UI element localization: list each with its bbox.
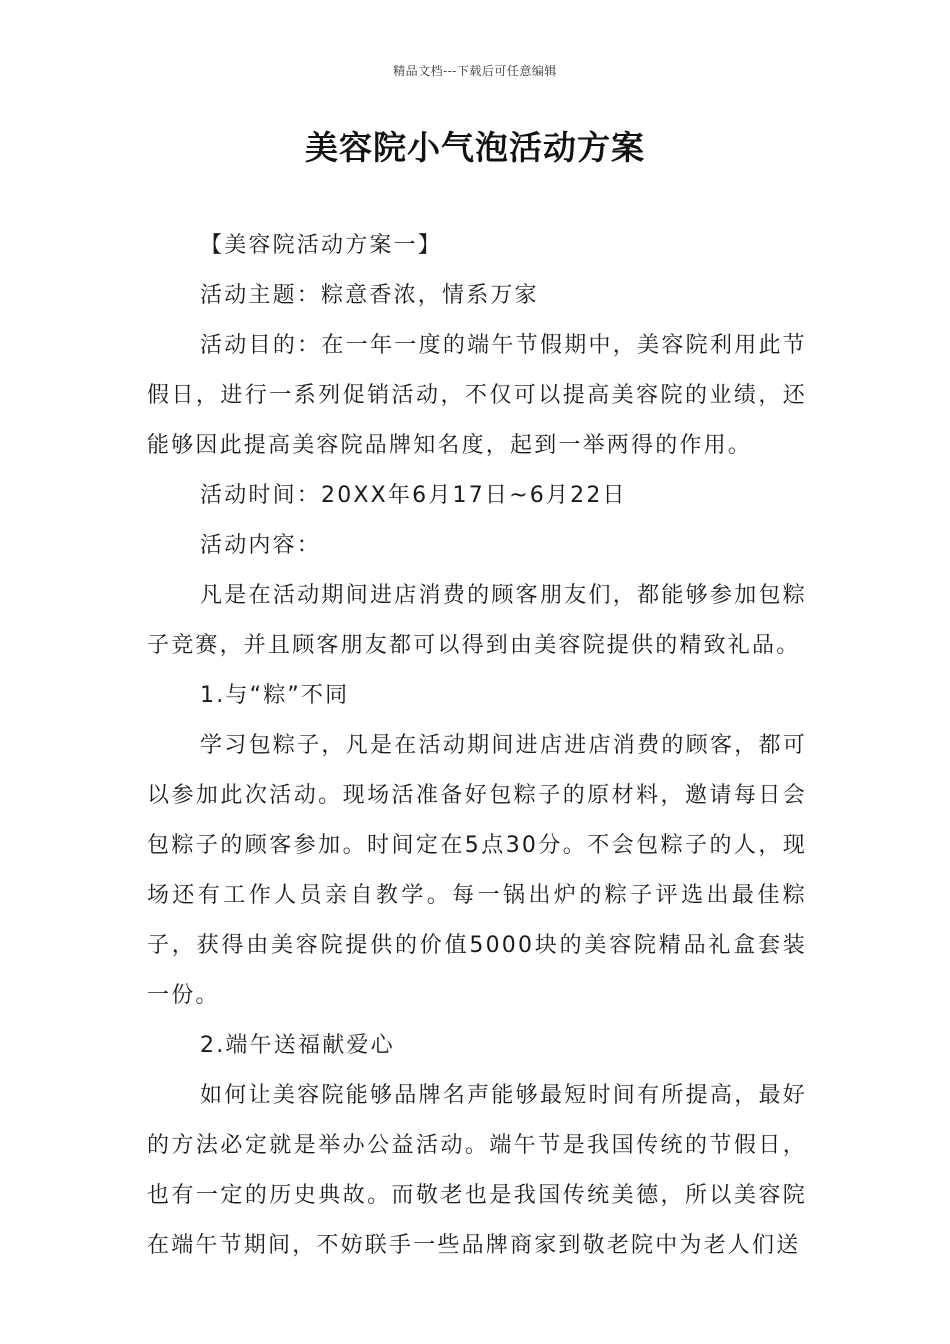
header-note: 精品文档---下载后可任意编辑 [393,64,557,78]
subheading-1: 1.与“粽”不同 [200,683,350,708]
subheading-2: 2.端午送福献爱心 [200,1033,395,1058]
paragraph-zongzi: 学习包粽子，凡是在活动期间进店进店消费的顾客，都可以参加此次活动。现场活准备好包粽子的原材料，邀请每日会包粽子的顾客参加。时间定在5点30分。不会包粽子的人，现场还有工作人员亲自教学。每一锅出炉的粽子评选出最佳粽子，获得由美容院提供的价值5000块的美容院精品礼盒套装一份。 [147,733,807,1008]
section-heading: 【美容院活动方案一】 [200,233,443,258]
paragraph-purpose: 活动目的：在一年一度的端午节假期中，美容院利用此节假日，进行一系列促销活动，不仅可以提高美容院的业绩，还能够因此提高美容院品牌知名度，起到一举两得的作用。 [147,333,807,458]
paragraph-content-label: 活动内容： [200,533,322,558]
paragraph-time: 活动时间：20XX年6月17日~6月22日 [200,483,627,508]
paragraph-charity: 如何让美容院能够品牌名声能够最短时间有所提高，最好的方法必定就是举办公益活动。端午节是我国传统的节假日，也有一定的历史典故。而敬老也是我国传统美德，所以美容院在端午节期间，不妨联手一些品牌商家到敬老院中为老人们送 [147,1083,807,1258]
document-body [147,221,807,1271]
document-title: 美容院小气泡活动方案 [305,128,645,167]
paragraph-content: 凡是在活动期间进店消费的顾客朋友们，都能够参加包粽子竞赛，并且顾客朋友都可以得到由美容院提供的精致礼品。 [147,583,807,658]
paragraph-theme: 活动主题：粽意香浓，情系万家 [200,283,539,308]
